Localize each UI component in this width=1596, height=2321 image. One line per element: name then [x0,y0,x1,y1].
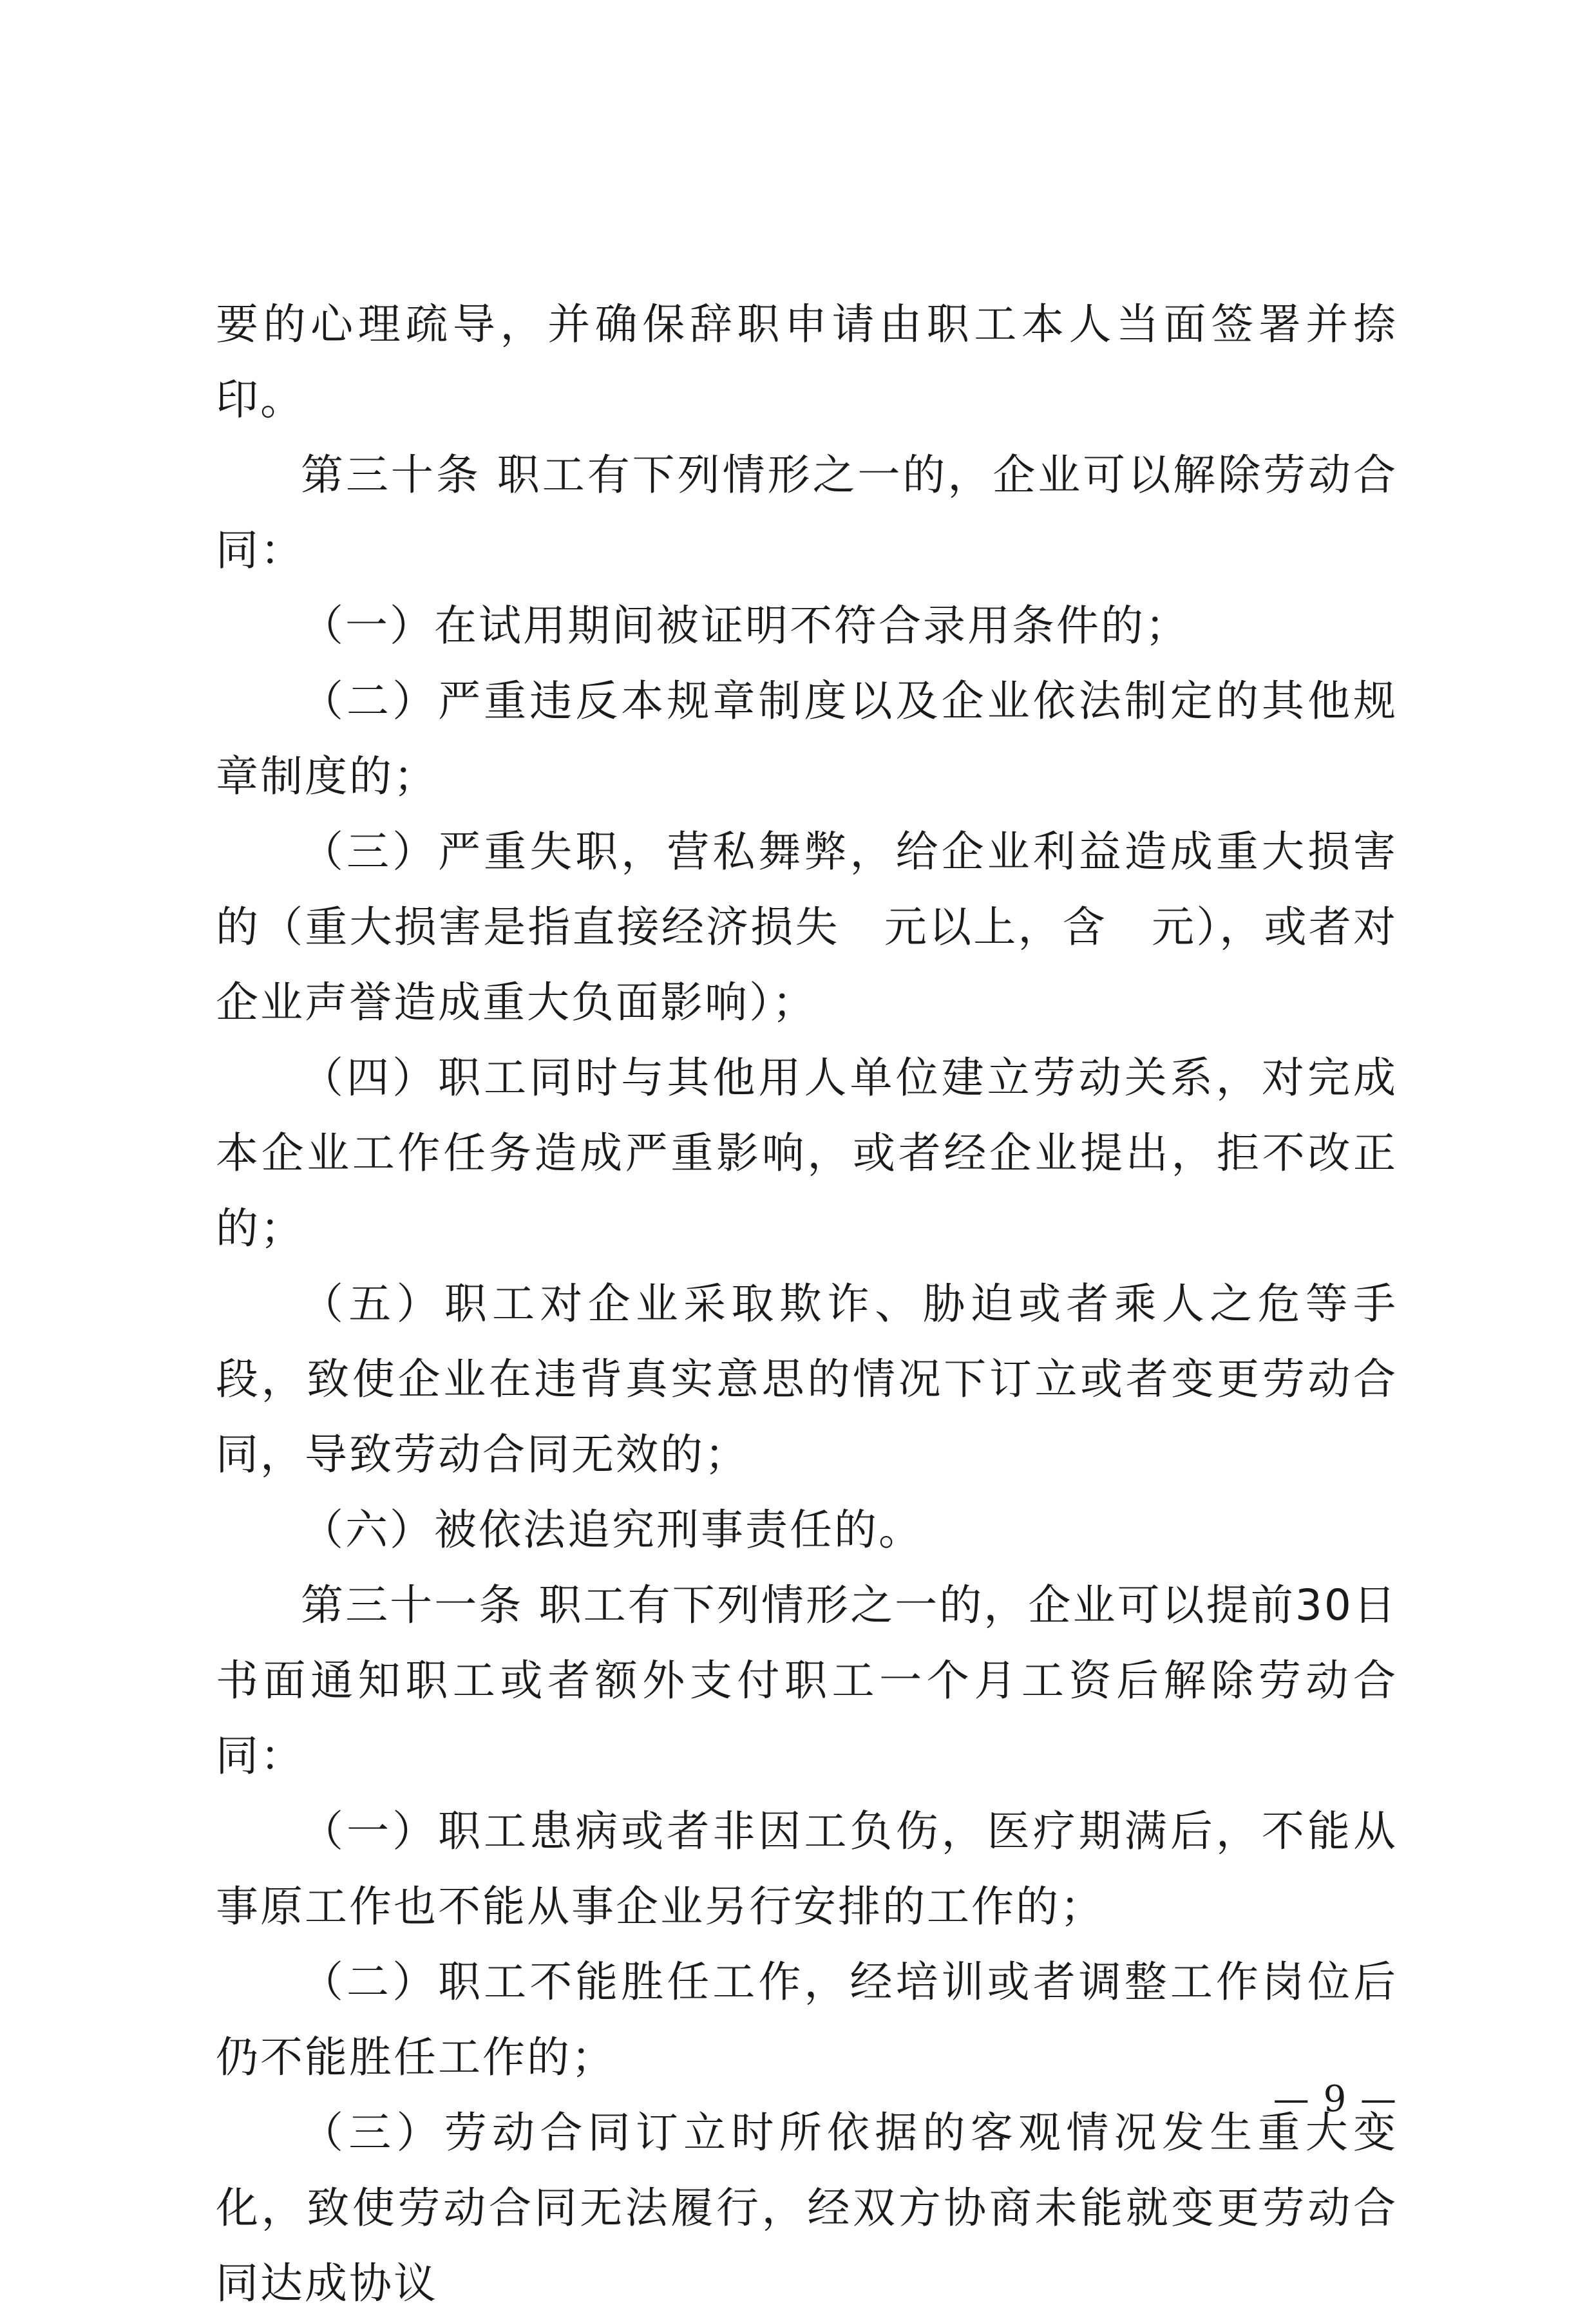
article-31-item-3: （三）劳动合同订立时所依据的客观情况发生重大变化，致使劳动合同无法履行，经双方协商未能就变更劳动合同达成协议 [216,2108,1398,2308]
article-30-item-2: （二）严重违反本规章制度以及企业依法制定的其他规章制度的； [216,676,1398,801]
article-30-item-3: （三）严重失职，营私舞弊，给企业利益造成重大损害的（重大损害是指直接经济损失 元以上，含 元），或者对企业声誉造成重大负面影响）； [216,827,1398,1027]
page-number: — 9 — [1273,2078,1398,2120]
article-30-heading: 第三十条 职工有下列情形之一的，企业可以解除劳动合同： [216,450,1398,575]
document-body [216,287,1398,2321]
article-30-item-1: （一）在试用期间被证明不符合录用条件的； [301,601,1190,650]
article-31-item-2: （二）职工不能胜任工作，经培训或者调整工作岗位后仍不能胜任工作的； [216,1957,1398,2082]
article-30-item-6: （六）被依法追究刑事责任的。 [301,1505,923,1555]
article-31-item-1: （一）职工患病或者非因工负伤，医疗期满后，不能从事原工作也不能从事企业另行安排的工作的； [216,1806,1398,1931]
article-30-item-5: （五）职工对企业采取欺诈、胁迫或者乘人之危等手段，致使企业在违背真实意思的情况下订立或者变更劳动合同，导致劳动合同无效的； [216,1279,1398,1479]
article-30-item-4: （四）职工同时与其他用人单位建立劳动关系，对完成本企业工作任务造成严重影响，或者经企业提出，拒不改正的； [216,1053,1398,1253]
article-31-heading: 第三十一条 职工有下列情形之一的，企业可以提前30日书面通知职工或者额外支付职工一个月工资后解除劳动合同： [216,1580,1398,1781]
paragraph-continuation: 要的心理疏导，并确保辞职申请由职工本人当面签署并捺印。 [216,299,1398,424]
